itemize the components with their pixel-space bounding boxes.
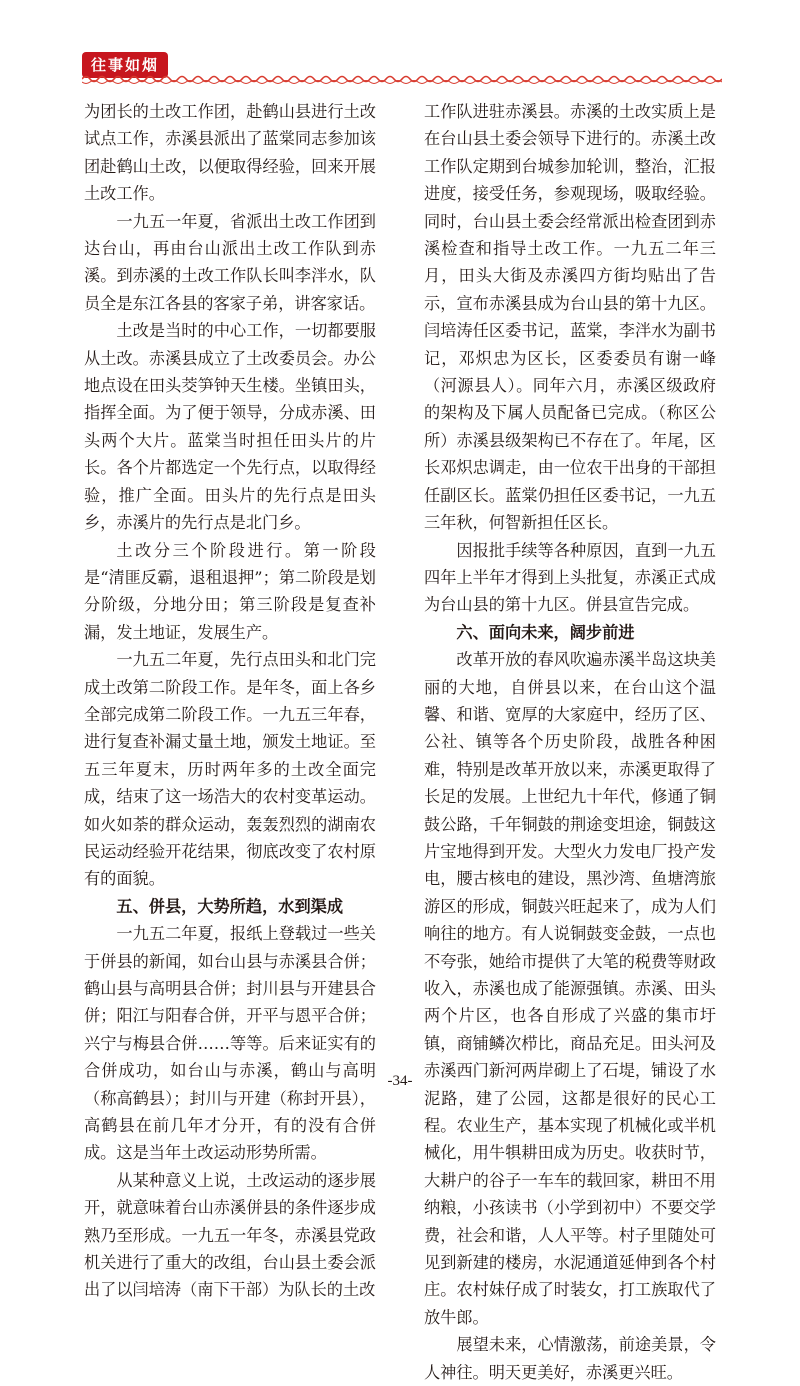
- body-paragraph: 工作队进驻赤溪县。赤溪的土改实质上是在台山县土委会领导下进行的。赤溪土改工作队定期到台城参加轮训，整治，汇报进度，接受任务，参观现场，吸取经验。同时，台山县土委会经常派出检查团到赤溪检查和指导土改工作。一九五二年三月，田头大街及赤溪四方街均贴出了告示，宣布赤溪县成为台山县的第十九区。闫培涛任区委书记，蓝棠，李泮水为副书记，邓炽忠为区长，区委委员有谢一峰（河源县人）。同年六月，赤溪区级政府的架构及下属人员配备已完成。（称区公所）赤溪县级架构已不存在了。年尾，区长邓炽忠调走，由一位农干出身的干部担任副区长。蓝棠仍担任区委书记，一九五三年秋，何智新担任区长。: [424, 102, 716, 533]
- section-badge: 往事如烟: [82, 52, 168, 78]
- body-paragraph: 一九五二年夏，先行点田头和北门完成土改第二阶段工作。是年冬，面上各乡全部完成第二阶段工作。一九五三年春，进行复查补漏丈量土地，颁发土地证。至五三年夏末，历时两年多的土改全面完成，结束了这一场浩大的农村变革运动。如火如荼的群众运动，轰轰烈烈的湖南农民运动经验开花结果，彻底改变了农村原有的面貌。: [84, 650, 376, 889]
- body-paragraph: 为团长的土改工作团，赴鹤山县进行土改试点工作，赤溪县派出了蓝棠同志参加该团赴鹤山土改，以便取得经验，回来开展土改工作。: [84, 102, 376, 204]
- left-text-column: [84, 98, 376, 1304]
- body-paragraph: 一九五二年夏，报纸上登载过一些关于併县的新闻，如台山县与赤溪县合併；鹤山县与高明县合併；封川县与开建县合併；阳江与阳春合併，开平与恩平合併；兴宁与梅县合併……等等。后来证实有的合併成功，如台山与赤溪，鹤山与高明（称高鹤县）；封川与开建（称封开县），高鹤县在前几年才分开，有的没有合併成。这是当年土改运动形势所需。: [84, 924, 376, 1163]
- decorative-wave-rule: [82, 72, 722, 86]
- right-text-column: [424, 98, 716, 1386]
- body-paragraph: 土改分三个阶段进行。第一阶段是“清匪反霸，退租退押”；第二阶段是划分阶级，分地分田；第三阶段是复查补漏，发土地证，发展生产。: [84, 540, 376, 642]
- body-paragraph: 土改是当时的中心工作，一切都要服从土改。赤溪县成立了土改委员会。办公地点设在田头茭笋钟天生楼。坐镇田头，指挥全面。为了便于领导，分成赤溪、田头两个大片。蓝棠当时担任田头片的片长。各个片都选定一个先行点，以取得经验，推广全面。田头片的先行点是田头乡，赤溪片的先行点是北门乡。: [84, 321, 376, 533]
- body-paragraph: 展望未来，心情激荡，前途美景，令人神往。明天更美好，赤溪更兴旺。: [424, 1335, 716, 1382]
- body-paragraph: 改革开放的春风吹遍赤溪半岛这块美丽的大地，自併县以来，在台山这个温馨、和谐、宽厚的大家庭中，经历了区、公社、镇等各个历史阶段，战胜各种困难，特别是改革开放以来，赤溪更取得了长足的发展。上世纪九十年代，修通了铜鼓公路，千年铜鼓的荆途变坦途，铜鼓这片宝地得到开发。大型火力发电厂投产发电，腰古核电的建设，黑沙湾、鱼塘湾旅游区的形成，铜鼓兴旺起来了，成为人们响往的地方。有人说铜鼓变金鼓，一点也不夸张，她给市提供了大笔的税费等财政收入，赤溪也成了能源强镇。赤溪、田头两个片区，也各自形成了兴盛的集市圩镇，商铺鳞次栉比，商品充足。田头河及赤溪西门新河两岸砌上了石堤，铺设了水泥路，建了公园，这都是很好的民心工程。农业生产，基本实现了机械化或半机械化，用牛犋耕田成为历史。收获时节，大耕户的谷子一车车的载回家，耕田不用纳粮，小孩读书（小学到初中）不要交学费，社会和谐，人人平等。村子里随处可见到新建的楼房，水泥通道延伸到各个村庄。农村妹仔成了时装女，打工族取代了放牛郎。: [424, 650, 716, 1327]
- page-number: -34-: [387, 1073, 413, 1089]
- body-paragraph: 因报批手续等各种原因，直到一九五四年上半年才得到上头批复，赤溪正式成为台山县的第十九区。併县宣告完成。: [424, 540, 716, 615]
- body-paragraph: 从某种意义上说，土改运动的逐步展开，就意味着台山赤溪併县的条件逐步成熟乃至形成。一九五一年冬，赤溪县党政机关进行了重大的改组，台山县土委会派出了以闫培涛（南下干部）为队长的土改: [84, 1170, 376, 1300]
- body-paragraph: 一九五一年夏，省派出土改工作团到达台山，再由台山派出土改工作队到赤溪。到赤溪的土改工作队长叫李泮水，队员全是东江各县的客家子弟，讲客家话。: [84, 211, 376, 313]
- section-heading: 五、併县，大势所趋，水到渠成: [116, 896, 344, 916]
- section-heading: 六、面向未来，阔步前进: [456, 622, 635, 642]
